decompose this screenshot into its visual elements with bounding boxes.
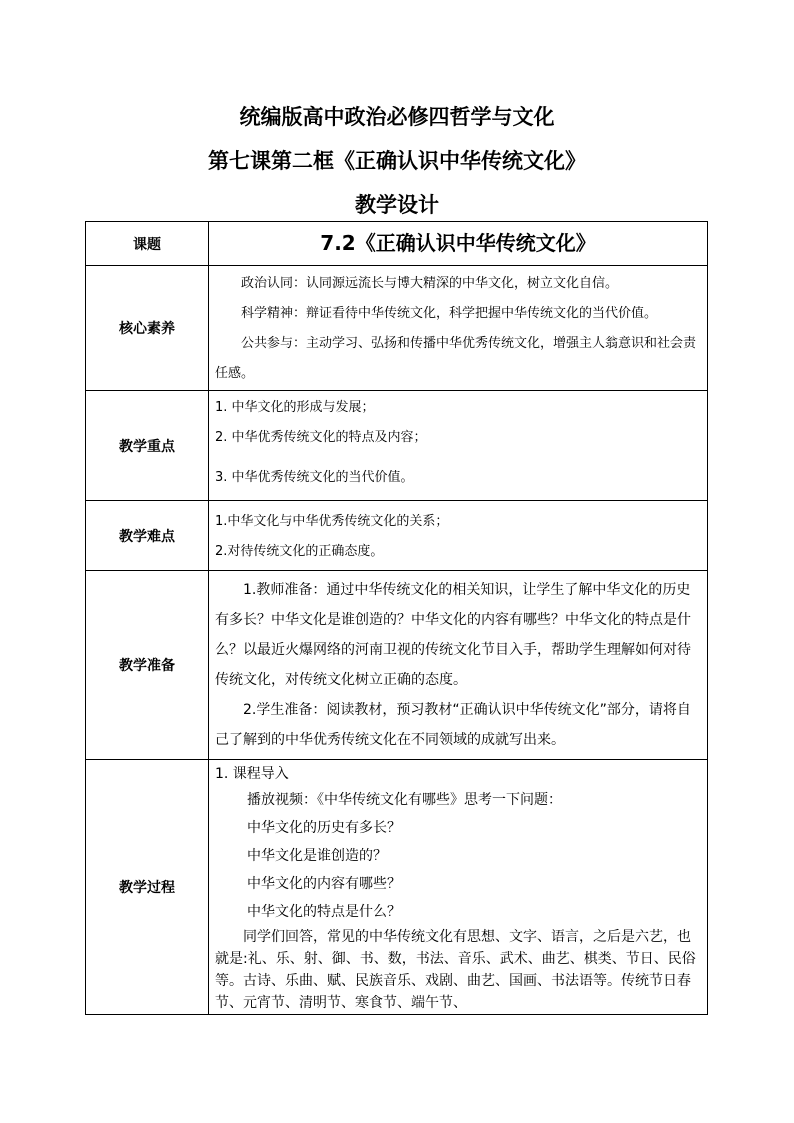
table-row (86, 391, 708, 501)
video-prompt: 播放视频：《中华传统文化有哪些》思考一下问题： (247, 792, 562, 808)
question-item: 中华文化的特点是什么？ (247, 904, 401, 920)
question-item: 中华文化的历史有多长？ (247, 820, 401, 836)
process-intro: 1. 课程导入 (215, 766, 289, 782)
key-point: 3. 中华优秀传统文化的当代价值。 (215, 470, 414, 485)
key-point: 2. 中华优秀传统文化的特点及内容； (215, 430, 427, 445)
preparation-cell (209, 571, 708, 760)
lesson-title: 第七课第二框《正确认识中华传统文化》 (208, 149, 586, 173)
student-prep: 2.学生准备：阅读教材，预习教材“正确认识中华传统文化”部分，请将自己了解到的中华优秀传统文化在不同领域的成就写出来。 (215, 702, 691, 748)
document-type-title: 教学设计 (355, 193, 439, 217)
document-title-block (0, 100, 794, 217)
core-line: 科学精神：辩证看待中华传统文化，科学把握中华传统文化的当代价值。 (241, 306, 658, 321)
table-row (86, 760, 708, 1015)
difficulty-item: 1.中华文化与中华优秀传统文化的关系； (215, 514, 449, 529)
row-label-difficulty: 教学难点 (86, 501, 209, 571)
key-points-cell (209, 391, 708, 501)
document-title: 统编版高中政治必修四哲学与文化 (239, 105, 555, 129)
row-label-core: 核心素养 (86, 266, 209, 391)
table-row (86, 266, 708, 391)
row-label-course: 课题 (86, 222, 209, 266)
table-row (86, 222, 708, 266)
course-title: 7.2《正确认识中华传统文化》 (209, 222, 708, 266)
row-label-process: 教学过程 (86, 760, 209, 1015)
difficulty-item: 2.对待传统文化的正确态度。 (215, 544, 384, 559)
question-item: 中华文化是谁创造的？ (247, 848, 387, 864)
core-line: 政治认同：认同源远流长与博大精深的中华文化，树立文化自信。 (241, 276, 619, 291)
core-line: 公共参与：主动学习、弘扬和传播中华优秀传统文化，增强主人翁意识和社会责任感。 (215, 336, 697, 381)
teacher-prep: 1.教师准备：通过中华传统文化的相关知识，让学生了解中华文化的历史有多长？中华文化是谁创造的？中华文化的内容有哪些？中华文化的特点是什么？以最近火爆网络的河南卫视的传统文化节目入手，帮助学生理解如何对待传统文化，对传统文化树立正确的态度。 (215, 582, 691, 688)
key-point: 1. 中华文化的形成与发展； (215, 400, 375, 415)
core-competencies-cell (209, 266, 708, 391)
row-label-prep: 教学准备 (86, 571, 209, 760)
row-label-key: 教学重点 (86, 391, 209, 501)
process-cell (209, 760, 708, 1015)
question-item: 中华文化的内容有哪些？ (247, 876, 401, 892)
lesson-plan-table (85, 221, 708, 1015)
table-row (86, 571, 708, 760)
difficulties-cell (209, 501, 708, 571)
student-answer: 同学们回答，常见的中华传统文化有思想、文字、语言，之后是六艺，也就是:礼、乐、射、御、书、数，书法、音乐、武术、曲艺、棋类、节日、民俗等。古诗、乐曲、赋、民族音乐、戏剧、曲艺、国画、书法语等。传统节日春节、元宵节、清明节、寒食节、端午节、 (215, 929, 696, 1011)
table-row (86, 501, 708, 571)
